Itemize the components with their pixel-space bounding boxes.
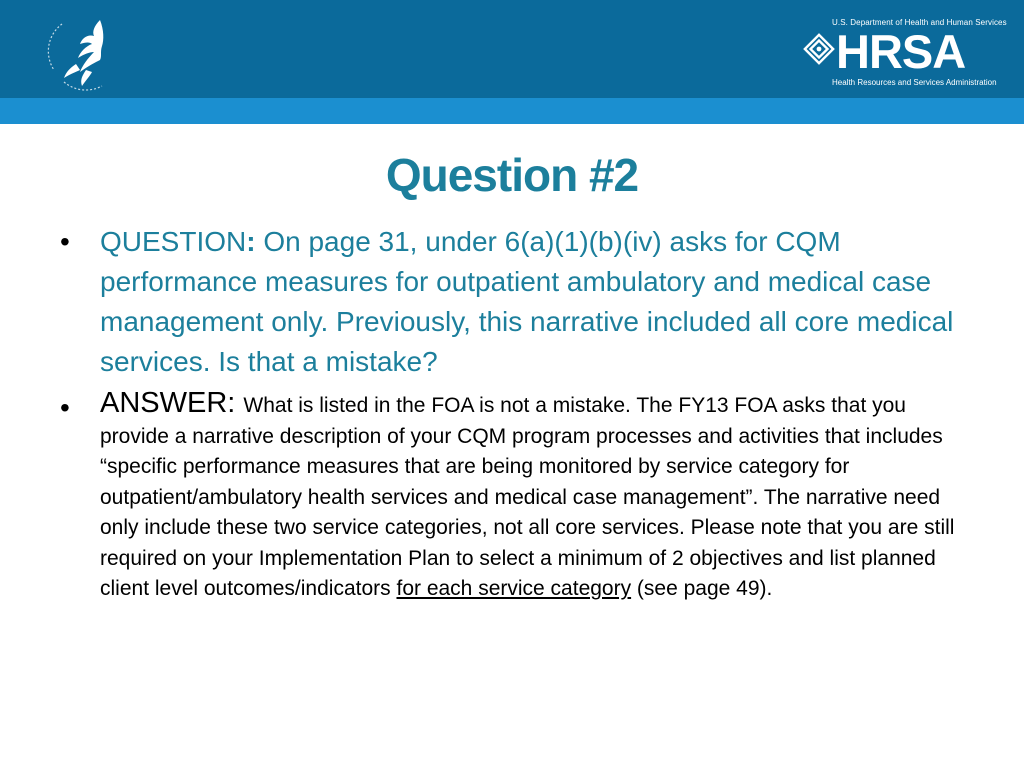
slide-title: Question #2 — [385, 149, 639, 201]
hrsa-logo — [796, 18, 1006, 90]
answer-text — [100, 388, 976, 605]
question-bullet — [56, 222, 976, 382]
header-bar — [0, 0, 1024, 98]
answer-underlined: for each service category — [396, 577, 632, 600]
answer-label: ANSWER: — [100, 387, 244, 419]
bullet-list — [56, 222, 976, 605]
header-stripe — [0, 98, 1024, 124]
hrsa-diamond-icon — [802, 32, 836, 66]
hhs-eagle-icon — [42, 12, 124, 94]
bullet-dot-icon: • — [60, 226, 70, 257]
department-name: U.S. Department of Health and Human Services — [832, 18, 1007, 27]
answer-body: What is listed in the FOA is not a mistake. The FY13 FOA asks that you provide a narrative description of your CQM program processes and activities that includes “specific performance measures that are being monitored by service category for outpatient/ambulatory health services and medical case management”. The narrative need only include these two service categories, not all core services. Please note that you are still required on your Implementation Plan to select a minimum of 2 objectives and list planned client level outcomes/indicators — [100, 394, 955, 600]
answer-tail: (see page 49). — [631, 577, 773, 600]
question-label: QUESTION — [100, 226, 247, 257]
agency-full-name: Health Resources and Services Administration — [832, 78, 997, 87]
agency-short-name: HRSA — [836, 25, 966, 78]
question-body: On page 31, under 6(a)(1)(b)(iv) asks for CQM performance measures for outpatient ambulatory and medical case management only. Previously, this narrative included all core medical services. Is that a mistake? — [100, 226, 954, 377]
answer-bullet — [56, 388, 976, 605]
bullet-dot-icon: • — [60, 392, 70, 423]
question-text — [100, 222, 976, 382]
question-colon: : — [246, 226, 256, 257]
